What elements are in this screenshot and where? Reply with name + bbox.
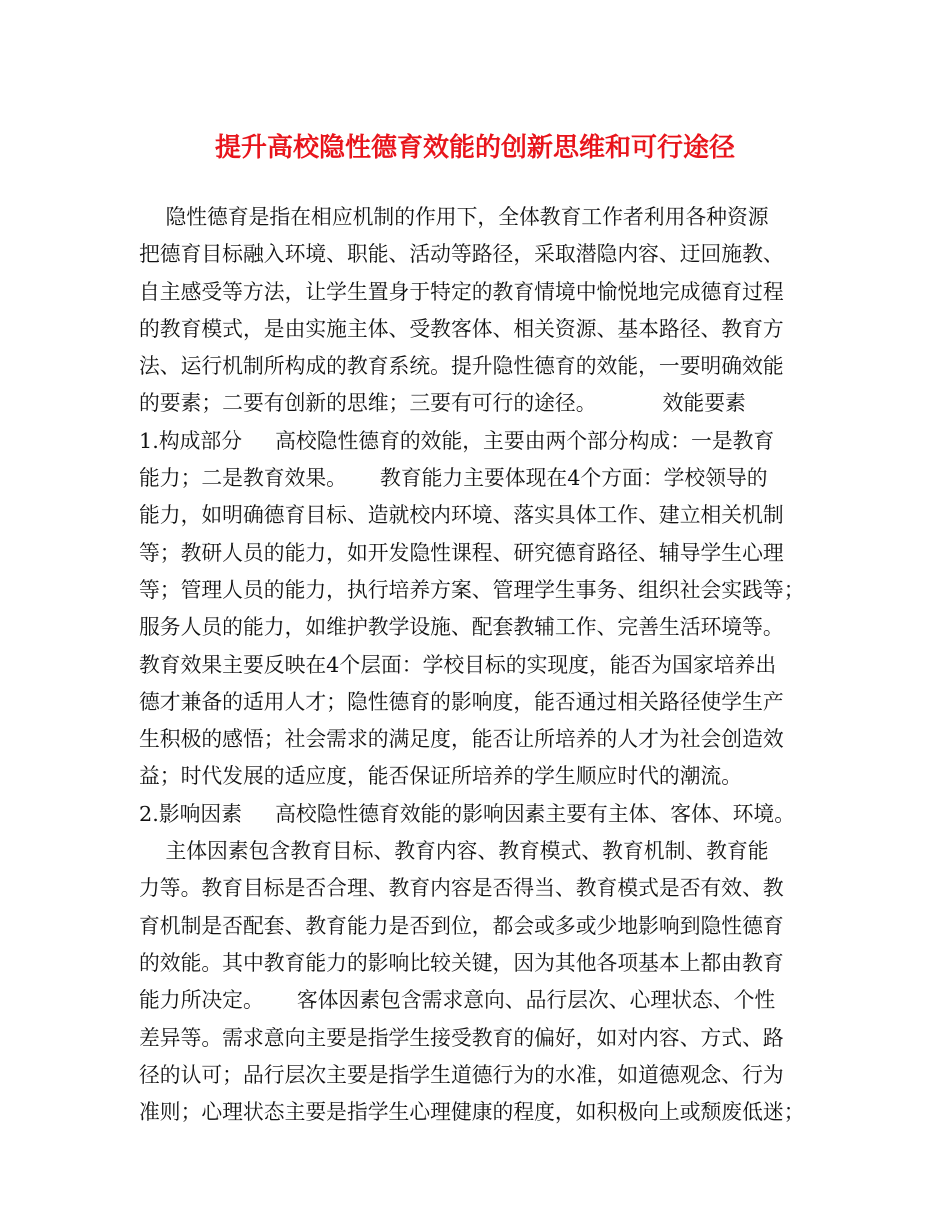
body-line: 差异等。需求意向主要是指学生接受教育的偏好，如对内容、方式、路 bbox=[139, 1025, 784, 1050]
body-line: 能力所决定。 客体因素包含需求意向、品行层次、心理状态、个性 bbox=[139, 988, 776, 1013]
body-line: 能力；二是教育效果。 教育能力主要体现在4个方面：学校领导的 bbox=[139, 466, 768, 491]
body-line: 的要素；二要有创新的思维；三要有可行的途径。 效能要素 bbox=[139, 391, 746, 416]
body-line: 等；管理人员的能力，执行培养方案、管理学生事务、组织社会实践等； bbox=[139, 577, 805, 602]
body-line: 服务人员的能力，如维护教学设施、配套教辅工作、完善生活环境等。 bbox=[139, 615, 784, 640]
body-line: 生积极的感悟；社会需求的满足度，能否让所培养的人才为社会创造效 bbox=[139, 727, 784, 752]
body-line: 把德育目标融入环境、职能、活动等路径，采取潜隐内容、迂回施教、 bbox=[139, 242, 784, 267]
body-line: 教育效果主要反映在4个层面：学校目标的实现度，能否为国家培养出 bbox=[139, 652, 777, 677]
body-line: 法、运行机制所构成的教育系统。提升隐性德育的效能，一要明确效能 bbox=[139, 354, 784, 379]
body-line: 2.影响因素 高校隐性德育效能的影响因素主要有主体、客体、环境。 bbox=[139, 801, 796, 826]
body-line: 德才兼备的适用人才；隐性德育的影响度，能否通过相关路径使学生产 bbox=[139, 689, 784, 714]
body-line: 主体因素包含教育目标、教育内容、教育模式、教育机制、教育能 bbox=[139, 839, 769, 864]
body-line: 的教育模式，是由实施主体、受教客体、相关资源、基本路径、教育方 bbox=[139, 316, 784, 341]
document-title: 提升高校隐性德育效能的创新思维和可行途径 bbox=[214, 133, 735, 163]
body-line: 育机制是否配套、教育能力是否到位，都会或多或少地影响到隐性德育 bbox=[139, 913, 784, 938]
body-line: 准则；心理状态主要是指学生心理健康的程度，如积极向上或颓废低迷； bbox=[139, 1100, 805, 1125]
body-line: 能力，如明确德育目标、造就校内环境、落实具体工作、建立相关机制 bbox=[139, 503, 784, 528]
body-line: 自主感受等方法，让学生置身于特定的教育情境中愉悦地完成德育过程 bbox=[139, 279, 784, 304]
body-line: 隐性德育是指在相应机制的作用下，全体教育工作者利用各种资源 bbox=[139, 205, 769, 229]
body-line: 益；时代发展的适应度，能否保证所培养的学生顺应时代的潮流。 bbox=[139, 764, 743, 789]
body-line: 1.构成部分 高校隐性德育的效能，主要由两个部分构成：一是教育 bbox=[139, 428, 775, 453]
body-line: 力等。教育目标是否合理、教育内容是否得当、教育模式是否有效、教 bbox=[139, 876, 784, 901]
body-line: 的效能。其中教育能力的影响比较关键，因为其他各项基本上都由教育 bbox=[139, 950, 784, 975]
body-line: 等；教研人员的能力，如开发隐性课程、研究德育路径、辅导学生心理 bbox=[139, 540, 784, 565]
document-body bbox=[139, 199, 839, 1131]
body-line: 径的认可；品行层次主要是指学生道德行为的水准，如道德观念、行为 bbox=[139, 1062, 784, 1087]
